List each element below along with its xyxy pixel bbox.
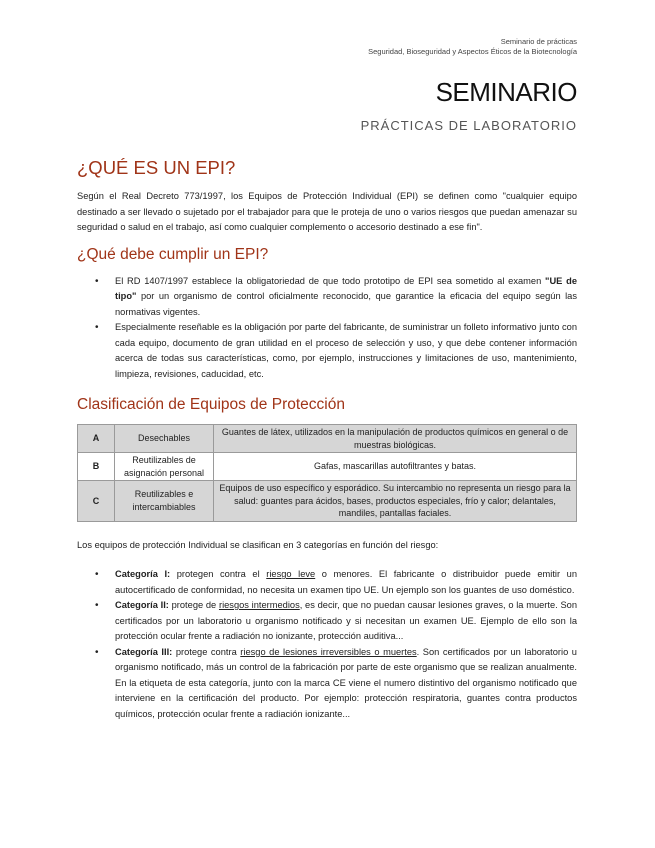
category-text: protege de xyxy=(168,600,219,610)
category-label: Categoría I: xyxy=(115,569,171,579)
category-label: Categoría III: xyxy=(115,646,173,657)
list-item: • Especialmente reseñable es la obligación por parte del fabricante, de suministrar un folleto informativo junto con cada equipo, documento de gran utilidad en el proceso de selección y uso, y que debe contener información acerca de todas sus características, como, por ejemplo, instrucciones y limitaciones de uso, mantenimiento, limpieza, revisiones, caducidad, etc. xyxy=(115,320,577,382)
table-cell-description: Equipos de uso específico y esporádico. Su intercambio no representa un riesgo para la salud: guantes para ácidos, bases, productos especiales, frío y calor; delantales, mandiles, pantallas faciales. xyxy=(214,481,577,522)
section-heading-requirements: ¿Qué debe cumplir un EPI? xyxy=(77,245,269,263)
page-subtitle: PRÁCTICAS DE LABORATORIO xyxy=(360,118,577,133)
list-item xyxy=(115,598,577,645)
table-cell-category: Reutilizables de asignación personal xyxy=(115,453,214,481)
header-line-2: Seguridad, Bioseguridad y Aspectos Éticos de la Biotecnología xyxy=(368,47,577,56)
table-cell-description: Gafas, mascarillas autofiltrantes y batas. xyxy=(214,453,577,481)
category-risk-term: riesgo de lesiones irreversibles o muertes xyxy=(240,646,417,657)
table-row xyxy=(78,425,577,453)
categories-intro: Los equipos de protección Individual se clasifican en 3 categorías en función del riesgo: xyxy=(77,539,439,550)
table-cell-letter: B xyxy=(78,453,115,481)
table-row xyxy=(78,453,577,481)
table-cell-letter: A xyxy=(78,425,115,453)
section-heading-what-is-epi: ¿QUÉ ES UN EPI? xyxy=(77,157,236,178)
category-text: o menores. El fabricante o distribuidor puede emitir un autocertificado de conformidad, no necesita un examen tipo UE. Un ejemplo son los guantes de uso doméstico. xyxy=(115,569,577,595)
category-text: protegen contra el xyxy=(170,569,267,579)
list-item xyxy=(115,567,577,598)
running-header xyxy=(77,0,577,57)
category-text: , es decir, que no puedan causar lesiones graves, o la muerte. Son certificados por un laboratorio u organismo notificado y si necesitan un examen UE. Ejemplo de ello son la protección ocular frente a radiación no ionizante, protección auditiva... xyxy=(115,600,578,641)
category-text: . Son certificados por un laboratorio u organismo notificado, más un control de la fabricación por parte de este organismo que se realizan anualmente. En la etiqueta de esta categoría, junto con la marca CE viene el numero distintivo del organismo notificado que interviene en la certificación del producto. Por ejemplo: protección respiratoria, guantes contra productos químicos, protección ocular frente a radiación ionizante... xyxy=(115,646,577,719)
table-cell-category: Reutilizables e intercambiables xyxy=(115,481,214,522)
requirements-list xyxy=(77,274,577,383)
bullet-bold-text: "UE de tipo" xyxy=(115,275,577,301)
table-cell-letter: C xyxy=(78,481,115,522)
header-line-1: Seminario de prácticas xyxy=(500,37,577,46)
list-item xyxy=(115,645,577,723)
category-label: Categoría II: xyxy=(115,600,169,610)
category-risk-term: riesgo leve xyxy=(266,569,316,579)
section-heading-classification: Clasificación de Equipos de Protección xyxy=(77,396,345,413)
bullet-text: El RD 1407/1997 establece la obligatoriedad de que todo prototipo de EPI sea sometido al examen xyxy=(115,275,546,286)
epi-definition-paragraph: Según el Real Decreto 773/1997, los Equipos de Protección Individual (EPI) se definen como "cualquier equipo destinado a ser llevado o sujetado por el trabajador para que le proteja de uno o varios riesgos que puedan amenazar su seguridad o salud en el trabajo, así como cualquier complemento o accesorio destinado a ese fin". xyxy=(77,191,577,232)
page-title: SEMINARIO xyxy=(435,77,577,107)
table-cell-description: Guantes de látex, utilizados en la manipulación de productos químicos en general o de muestras biológicas. xyxy=(214,425,577,453)
category-risk-term: riesgos intermedios xyxy=(218,600,300,610)
category-text: protege contra xyxy=(172,646,241,657)
table-cell-category: Desechables xyxy=(115,425,214,453)
bullet-text: por un organismo de control oficialmente reconocido, que garantice la eficacia del equipo según las normativas vigentes. xyxy=(115,291,577,317)
categories-list xyxy=(77,567,577,722)
list-item xyxy=(115,274,577,321)
table-row xyxy=(78,481,577,522)
classification-table xyxy=(77,424,577,522)
